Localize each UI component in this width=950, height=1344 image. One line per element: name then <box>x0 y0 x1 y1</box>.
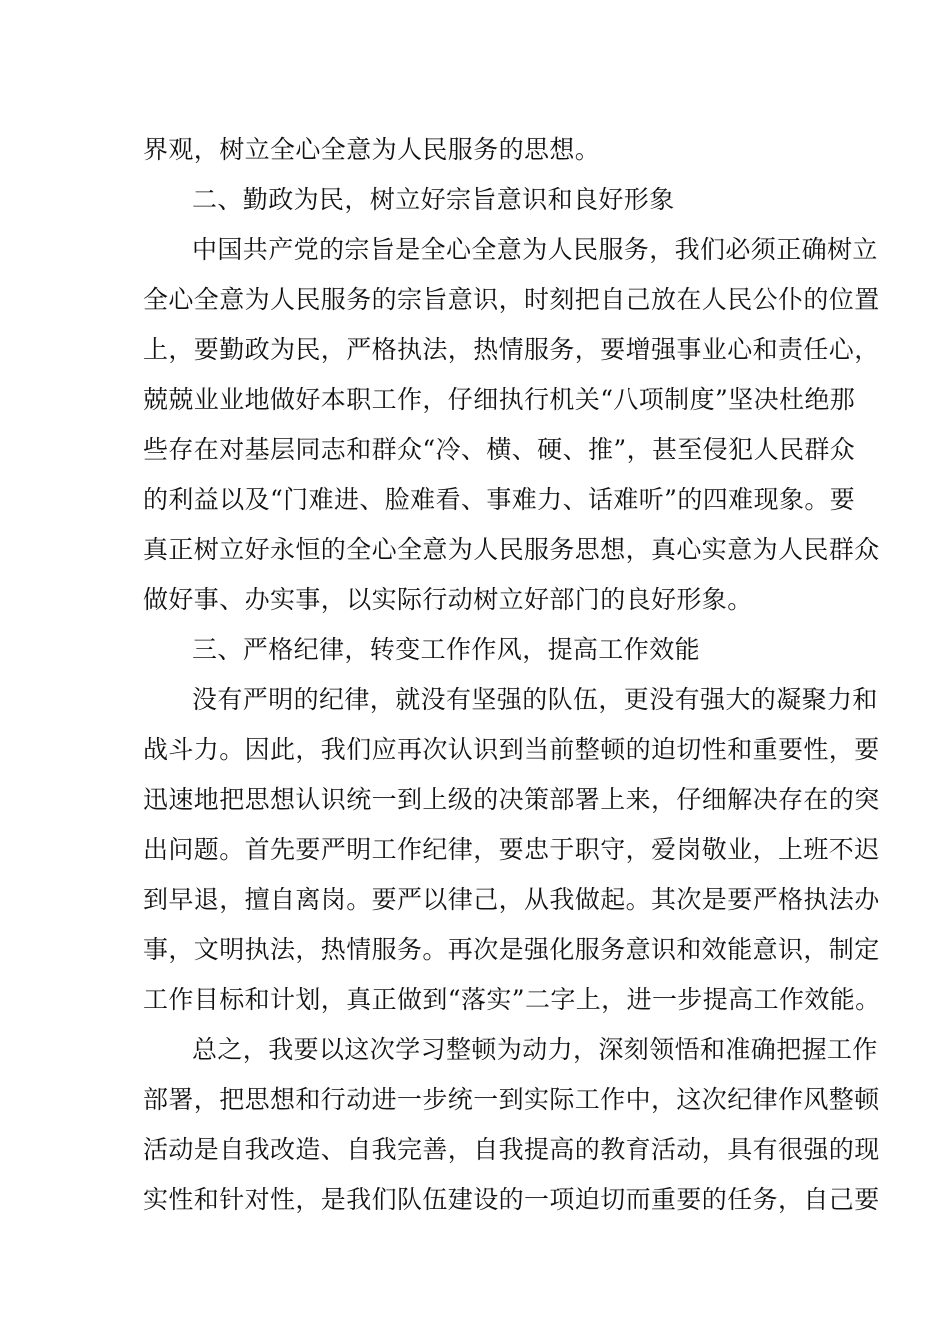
text-line: 上，要勤政为民，严格执法，热情服务，要增强事业心和责任心， <box>143 335 880 364</box>
text-line: 实性和针对性，是我们队伍建设的一项迫切而重要的任务，自己要 <box>143 1185 880 1214</box>
text-line: 到早退，擅自离岗。要严以律己，从我做起。其次是要严格执法办 <box>143 885 880 914</box>
text-line: 部署，把思想和行动进一步统一到实际工作中，这次纪律作风整顿 <box>143 1085 880 1114</box>
text-line: 兢兢业业地做好本职工作，仔细执行机关“八项制度”坚决杜绝那 <box>143 385 856 414</box>
text-line: 些存在对基层同志和群众“冷、横、硬、推”，甚至侵犯人民群众 <box>143 435 856 464</box>
text-line: 的利益以及“门难进、脸难看、事难力、话难听”的四难现象。要 <box>143 485 856 514</box>
text-line: 工作目标和计划，真正做到“落实”二字上，进一步提高工作效能。 <box>143 985 881 1014</box>
text-line: 界观，树立全心全意为人民服务的思想。 <box>143 135 601 164</box>
text-line: 全心全意为人民服务的宗旨意识，时刻把自己放在人民公仆的位置 <box>143 285 880 314</box>
text-line: 中国共产党的宗旨是全心全意为人民服务，我们必须正确树立 <box>192 235 878 264</box>
text-line: 战斗力。因此，我们应再次认识到当前整顿的迫切性和重要性，要 <box>143 735 880 764</box>
text-line: 没有严明的纪律，就没有坚强的队伍，更没有强大的凝聚力和 <box>192 685 878 714</box>
text-line: 总之，我要以这次学习整顿为动力，深刻领悟和准确把握工作 <box>192 1035 878 1064</box>
text-line: 真正树立好永恒的全心全意为人民服务思想，真心实意为人民群众 <box>143 535 880 564</box>
text-line: 事，文明执法，热情服务。再次是强化服务意识和效能意识，制定 <box>143 935 880 964</box>
text-line: 出问题。首先要严明工作纪律，要忠于职守，爱岗敬业，上班不迟 <box>143 835 880 864</box>
text-line: 做好事、办实事，以实际行动树立好部门的良好形象。 <box>143 585 753 614</box>
text-line: 活动是自我改造、自我完善，自我提高的教育活动，具有很强的现 <box>143 1135 880 1164</box>
text-line: 迅速地把思想认识统一到上级的决策部署上来，仔细解决存在的突 <box>143 785 880 814</box>
section-heading: 三、严格纪律，转变工作作风，提高工作效能 <box>192 635 701 664</box>
section-heading: 二、勤政为民，树立好宗旨意识和良好形象 <box>192 185 675 214</box>
